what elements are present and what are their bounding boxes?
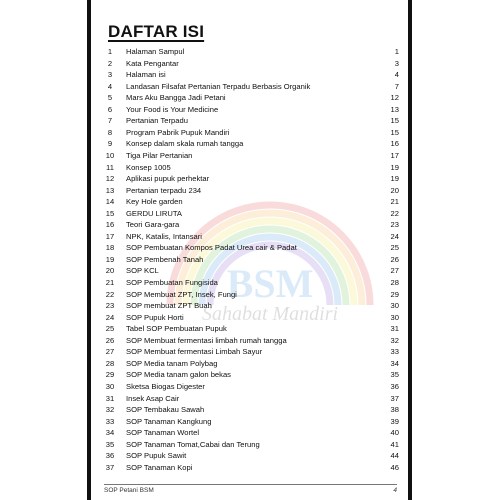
toc-entry	[91, 208, 408, 219]
toc-entry-page: 1	[394, 47, 399, 56]
toc-entry	[91, 127, 408, 138]
toc-entry	[91, 138, 408, 149]
toc-entry-number: 36	[105, 451, 115, 461]
toc-entry-page: 12	[390, 93, 399, 103]
footer-page-number: 4	[393, 487, 397, 494]
toc-entry-number: 11	[106, 162, 114, 172]
toc-entry-number: 24	[105, 312, 115, 322]
toc-entry-number: 8	[107, 127, 113, 137]
toc-entry-title: Teori Gara-gara	[126, 220, 180, 230]
toc-entry-page: 46	[390, 462, 399, 472]
toc-entry-number: 6	[107, 104, 113, 114]
toc-entry-page: 13	[390, 104, 399, 114]
toc-entry-title: SOP Media tanam galon bekas	[126, 370, 231, 380]
toc-entry-number: 23	[105, 301, 115, 311]
toc-entry-number: 22	[105, 289, 115, 299]
toc-entry-title: SOP Pupuk Sawit	[126, 451, 187, 461]
toc-entry-title: SOP Membuat ZPT, Insek, Fungi	[126, 289, 237, 299]
toc-entry-title: Pertanian terpadu 234	[126, 185, 202, 195]
toc-entry	[91, 115, 408, 126]
toc-entry-page: 37	[390, 393, 399, 403]
toc-entry-title: SOP Pembenah Tanah	[126, 254, 204, 264]
toc-entry-number: 3	[107, 70, 113, 80]
toc-entry-title: SOP Tanaman Wortel	[126, 428, 200, 438]
toc-entry-number: 27	[105, 347, 115, 357]
footer-book-title: SOP Petani BSM	[104, 487, 154, 494]
toc-entry-number: 37	[105, 462, 115, 472]
toc-entry-number: 33	[105, 416, 115, 426]
toc-entry-number: 28	[105, 358, 115, 368]
toc-entry-page: 40	[390, 428, 399, 438]
toc-entry-number: 13	[105, 185, 115, 195]
toc-entry-number: 26	[105, 335, 115, 345]
toc-entry-title: Program Pabrik Pupuk Mandiri	[126, 127, 230, 137]
toc-entry-title: SOP Membuat fermentasi Limbah Sayur	[126, 347, 263, 357]
toc-entry-page: 38	[390, 405, 399, 415]
toc-entry	[91, 335, 408, 346]
toc-entry-title: Halaman Sampul	[126, 47, 185, 56]
toc-entry	[91, 427, 408, 438]
toc-entry-title: Tabel SOP Pembuatan Pupuk	[126, 324, 227, 334]
toc-entry-title: SOP KCL	[126, 266, 159, 276]
toc-entry-title: SOP membuat ZPT Buah	[126, 301, 212, 311]
toc-entry-page: 15	[390, 116, 399, 126]
page-title: DAFTAR ISI	[108, 22, 205, 41]
toc-entry-page: 27	[390, 266, 399, 276]
toc-entry	[91, 289, 408, 300]
toc-entry-title: Your Food is Your Medicine	[126, 104, 219, 114]
toc-entry	[91, 277, 408, 288]
toc-entry-title: Kata Pengantar	[126, 58, 179, 68]
toc-entry-title: SOP Tanaman Kangkung	[126, 416, 212, 426]
toc-entry-title: Konsep 1005	[126, 162, 171, 172]
toc-entry-title: Pertanian Terpadu	[126, 116, 188, 126]
toc-entry	[91, 312, 408, 323]
toc-entry-page: 39	[390, 416, 399, 426]
toc-entry	[91, 404, 408, 415]
toc-entry	[91, 393, 408, 404]
toc-entry	[91, 369, 408, 380]
toc-entry-page: 34	[390, 358, 399, 368]
toc-entry-page: 17	[390, 150, 399, 160]
toc-entry-title: Sketsa Biogas Digester	[126, 381, 205, 391]
toc-entry-page: 30	[390, 312, 399, 322]
toc-entry-title: Mars Aku Bangga Jadi Petani	[126, 93, 226, 103]
toc-entry-page: 24	[390, 231, 399, 241]
toc-entry	[91, 162, 408, 173]
toc-entry-title: SOP Pembuatan Fungisida	[126, 278, 218, 287]
toc-entry-number: 9	[107, 139, 113, 149]
toc-entry-page: 36	[390, 381, 399, 391]
toc-entry-title: SOP Pupuk Horti	[126, 312, 184, 322]
toc-entry-title: SOP Pembuatan Kompos Padat Urea cair & Padat	[126, 243, 297, 253]
toc-entry-page: 23	[390, 220, 399, 230]
toc-entry-title: Insek Asap Cair	[126, 393, 180, 403]
toc-entry-title: SOP Tanaman Kopi	[126, 462, 193, 472]
toc-entry-number: 30	[105, 381, 115, 391]
toc-entry	[91, 231, 408, 242]
toc-entry-number: 5	[107, 93, 113, 103]
toc-entry-number: 20	[105, 266, 115, 276]
toc-entry-page: 29	[390, 289, 399, 299]
toc-entry-page: 21	[390, 197, 399, 207]
toc-entry-title: NPK, Katalis, Intansari	[126, 231, 202, 241]
toc-entry-page: 4	[394, 70, 399, 80]
toc-entry	[91, 381, 408, 392]
toc-entry-page: 15	[390, 127, 399, 137]
toc-entry	[91, 358, 408, 369]
toc-entry	[91, 185, 408, 196]
toc-entry	[91, 450, 408, 461]
toc-entry	[91, 58, 408, 69]
toc-entry-number: 2	[107, 58, 113, 68]
toc-entry-number: 32	[105, 405, 115, 415]
toc-entry-number: 17	[105, 231, 115, 241]
toc-entry	[91, 104, 408, 115]
toc-entry-number: 7	[107, 116, 113, 126]
toc-entry-page: 19	[390, 174, 399, 184]
toc-entry-page: 41	[390, 439, 399, 449]
toc-entry-page: 26	[390, 254, 399, 264]
toc-entry-number: 12	[105, 174, 115, 184]
toc-entry	[91, 265, 408, 276]
toc-entry-number: 21	[105, 278, 115, 287]
toc-entry-title: SOP Membuat fermentasi limbah rumah tangga	[126, 335, 287, 345]
toc-entry-title: Landasan Filsafat Pertanian Terpadu Berbasis Organik	[126, 81, 311, 91]
toc-entry	[91, 219, 408, 230]
toc-entry-page: 22	[390, 208, 399, 218]
toc-entry-title: GERDU LIRUTA	[126, 208, 182, 218]
toc-entry	[91, 242, 408, 253]
watermark-logo-text: BSM	[226, 261, 314, 306]
toc-entry-number: 19	[105, 254, 115, 264]
toc-entry-page: 32	[390, 335, 399, 345]
toc-entry-title: SOP Tanaman Tomat,Cabai dan Terung	[126, 439, 260, 449]
toc-entry	[91, 462, 408, 473]
toc-entry	[91, 254, 408, 265]
toc-entry-number: 18	[105, 243, 115, 253]
toc-entry-page: 30	[390, 301, 399, 311]
toc-entry	[91, 150, 408, 161]
document-page	[87, 0, 412, 500]
toc-entry-number: 35	[105, 439, 115, 449]
toc-entry-page: 28	[390, 278, 399, 287]
page-footer	[104, 484, 397, 494]
toc-entry	[91, 196, 408, 207]
toc-entry	[91, 46, 408, 57]
toc-entry-title: Konsep dalam skala rumah tangga	[126, 139, 244, 149]
toc-entry-page: 7	[394, 81, 399, 91]
toc-entry-title: SOP Media tanam Polybag	[126, 358, 218, 368]
toc-entry-number: 16	[105, 220, 115, 230]
toc-entry-title: SOP Tembakau Sawah	[126, 405, 205, 415]
toc-entry	[91, 323, 408, 334]
toc-entry-page: 31	[390, 324, 399, 334]
toc-entry-number: 34	[105, 428, 115, 438]
toc-entry-number: 1	[107, 47, 113, 56]
toc-entry	[91, 92, 408, 103]
toc-entry-page: 3	[394, 58, 399, 68]
toc-entry-number: 29	[105, 370, 115, 380]
toc-entry-number: 14	[105, 197, 115, 207]
toc-entry	[91, 173, 408, 184]
toc-entry	[91, 300, 408, 311]
toc-entry-number: 4	[107, 81, 113, 91]
toc-entry-title: Halaman isi	[126, 70, 166, 80]
toc-entry	[91, 346, 408, 357]
toc-entry	[91, 439, 408, 450]
toc-entry-page: 33	[390, 347, 399, 357]
toc-entry-page: 35	[390, 370, 399, 380]
toc-entry-number: 25	[105, 324, 115, 334]
toc-entry-title: Key Hole garden	[126, 197, 183, 207]
toc-entry-page: 44	[390, 451, 399, 461]
toc-entry-number: 10	[105, 150, 115, 160]
toc-entry-page: 16	[390, 139, 399, 149]
toc-entry-number: 15	[105, 208, 115, 218]
toc-entry	[91, 69, 408, 80]
toc-entry-title: Tiga Pilar Pertanian	[126, 150, 193, 160]
toc-entry	[91, 81, 408, 92]
toc-entry-page: 25	[390, 243, 399, 253]
toc-entry	[91, 416, 408, 427]
toc-entry-page: 20	[390, 185, 399, 195]
toc-entry-number: 31	[105, 393, 115, 403]
toc-entry-title: Aplikasi pupuk perhektar	[126, 174, 210, 184]
watermark-logo-subtext: Sahabat Mandiri	[201, 303, 339, 325]
toc-entry-page: 19	[390, 162, 399, 172]
